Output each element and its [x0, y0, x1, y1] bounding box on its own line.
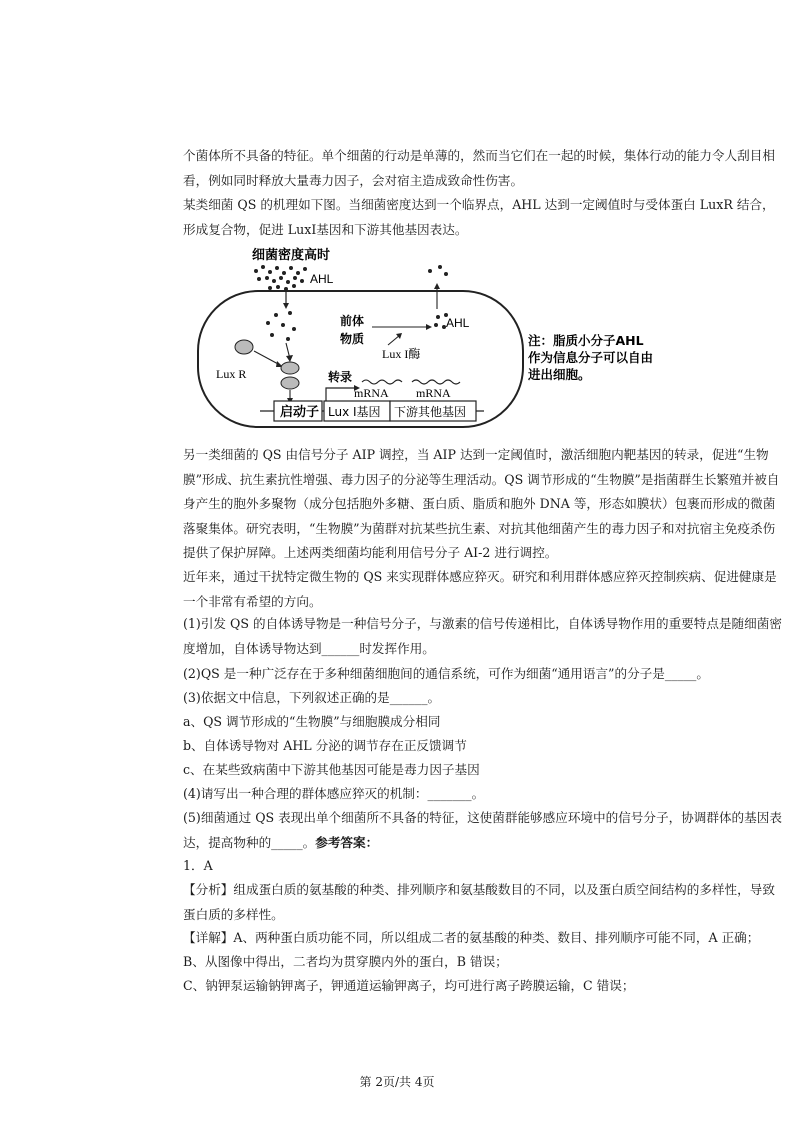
answer-analysis: 【分析】组成蛋白质的氨基酸的种类、排列顺序和氨基酸数目的不同，以及蛋白质空间结构的多样性，导致蛋白质的多样性。 — [183, 882, 775, 922]
substance-label: 物质 — [340, 332, 365, 346]
note-line-3: 进出细胞。 — [528, 367, 591, 382]
ahl-cluster-outside — [254, 265, 307, 291]
ahl-cluster-inside — [266, 311, 296, 341]
lux-r-protein — [235, 340, 253, 354]
downstream-gene-label: 下游其他基因 — [394, 405, 467, 419]
ahl-inside-label: AHL — [446, 316, 470, 330]
question-5-text: (5)细菌通过 QS 表现出单个细菌所不具备的特征，这使菌群能够感应环境中的信号分子，协调群体的基因表达，提高物种的_____。 — [183, 810, 782, 850]
question-4: (4)请写出一种合理的群体感应猝灭的机制：_______。 — [183, 786, 485, 801]
note-line-2: 作为信息分子可以自由 — [528, 350, 654, 365]
option-a: a、QS 调节形成的“生物膜”与细胞膜成分相同 — [183, 714, 441, 729]
page-footer: 第 2页/共 4页 — [359, 1075, 435, 1089]
answer-detail-b: B、从图像中得出，二者均为贯穿膜内外的蛋白，B 错误； — [183, 954, 508, 969]
question-1: (1)引发 QS 的自体诱导物是一种信号分子，与激素的信号传递相比，自体诱导物作用的重要特点是随细菌密度增加，自体诱导物达到______时发挥作用。 — [183, 616, 782, 656]
mrna-wave-2 — [412, 380, 460, 384]
lux-r-label: Lux R — [216, 367, 247, 381]
transcription-arrow — [326, 388, 356, 401]
question-2: (2)QS 是一种广泛存在于多种细菌细胞间的通信系统，可作为细菌“通用语言”的分子是_____。 — [183, 666, 709, 681]
option-c: c、在某些致病菌中下游其他基因可能是毒力因子基因 — [183, 762, 480, 777]
ahl-outside-label: AHL — [310, 272, 334, 286]
paragraph-qs-mechanism: 某类细菌 QS 的机理如下图。当细菌密度达到一个临界点，AHL 达到一定阈值时与受体蛋白 LuxR 结合，形成复合物，促进 LuxI基因和下游其他基因表达。 — [183, 197, 775, 237]
answer-detail-c: C、钠钾泵运输钠钾离子，钾通道运输钾离子，均可进行离子跨膜运输，C 错误； — [183, 978, 635, 993]
lux-i-enzyme-label: Lux I酶 — [382, 347, 421, 361]
mrna-label-1: mRNA — [354, 386, 389, 400]
paragraph-aip: 另一类细菌的 QS 由信号分子 AIP 调控，当 AIP 达到一定阈值时，激活细胞内靶基因的转录，促进“生物膜”形成、抗生素抗性增强、毒力因子的分泌等生理活动。QS 调节形成的“生物膜”是指菌群生长繁殖并被自身产生的胞外多聚物（成分包括胞外多糖、蛋白质、脂质和胞外 DNA 等，形态如膜状）包裹而形成的微菌落聚集体。研究表明，“生物膜”为菌群对抗某些抗生素、对抗其他细菌产生的毒力因子和对抗宿主免疫杀伤提供了保护屏障。上述两类细菌均能利用信号分子 AI-2 进行调控。 — [183, 447, 780, 560]
paragraph-intro-cont: 个菌体所不具备的特征。单个细菌的行动是单薄的，然而当它们在一起的时候，集体行动的能力令人刮目相看，例如同时释放大量毒力因子，会对宿主造成致命性伤害。 — [183, 148, 775, 188]
density-label: 细菌密度高时 — [252, 248, 331, 263]
paragraph-quenching: 近年来，通过干扰特定微生物的 QS 来实现群体感应猝灭。研究和利用群体感应猝灭控制疾病、促进健康是一个非常有希望的方向。 — [183, 569, 777, 609]
answer-detail-a: 【详解】A、两种蛋白质功能不同，所以组成二者的氨基酸的种类、数目、排列顺序可能不同，A 正确； — [183, 930, 760, 945]
qs-mechanism-diagram — [216, 243, 654, 433]
mrna-label-2: mRNA — [416, 386, 451, 400]
lux-i-gene-label: Lux I基因 — [328, 405, 381, 419]
ahl-luxr-complex — [281, 362, 299, 374]
option-b: b、自体诱导物对 AHL 分泌的调节存在正反馈调节 — [183, 738, 467, 753]
mrna-wave-1 — [362, 380, 402, 384]
note-line-1: 注：脂质小分子AHL — [528, 333, 644, 348]
promoter-label: 启动子 — [280, 405, 320, 420]
transcription-label: 转录 — [328, 370, 353, 384]
question-3: (3)依据文中信息，下列叙述正确的是______。 — [183, 690, 441, 705]
answer-heading: 参考答案： — [315, 834, 379, 850]
precursor-label: 前体 — [340, 314, 365, 328]
answer-1: 1．A — [183, 858, 213, 873]
question-5 — [183, 806, 783, 855]
